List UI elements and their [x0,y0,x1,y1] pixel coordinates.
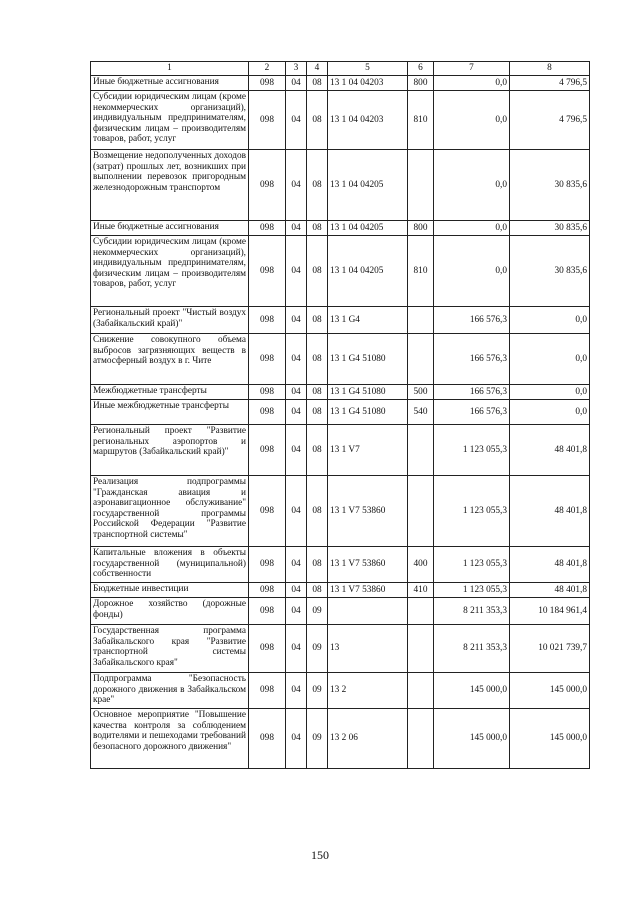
table-header-row [91,62,590,76]
row-name: Субсидии юридическим лицам (кроме некоммерческих организаций), индивидуальным предпринимателям, физическим лицам – производителям товаров, работ, услуг [91,236,249,307]
subsection-code: 08 [307,425,328,476]
subsection-code: 08 [307,307,328,334]
section-code: 04 [286,334,307,385]
amount-year-2: 48 401,8 [510,583,590,598]
expense-type-code: 540 [408,400,434,425]
target-article-code: 13 1 04 04203 [328,91,408,150]
department-code: 098 [249,625,286,673]
table-row [91,673,590,709]
amount-year-2: 145 000,0 [510,709,590,769]
expense-type-code [408,425,434,476]
section-code: 04 [286,598,307,625]
expense-type-code: 500 [408,385,434,400]
amount-year-2: 0,0 [510,400,590,425]
table-row [91,334,590,385]
amount-year-1: 1 123 055,3 [434,425,510,476]
amount-year-2: 48 401,8 [510,476,590,547]
row-name: Основное мероприятие "Повышение качества контроля за соблюдением водителями и пешеходами требований безопасного дорожного движения" [91,709,249,769]
amount-year-1: 0,0 [434,91,510,150]
expense-type-code: 800 [408,221,434,236]
department-code: 098 [249,425,286,476]
table-row [91,709,590,769]
subsection-code: 08 [307,583,328,598]
row-name: Иные межбюджетные трансферты [91,400,249,425]
table-row [91,625,590,673]
amount-year-1: 1 123 055,3 [434,547,510,583]
row-name: Подпрограмма "Безопасность дорожного движения в Забайкальском крае" [91,673,249,709]
column-header: 1 [91,62,249,76]
column-header: 2 [249,62,286,76]
table-row [91,425,590,476]
table-row [91,547,590,583]
amount-year-1: 0,0 [434,236,510,307]
amount-year-2: 30 835,6 [510,236,590,307]
section-code: 04 [286,236,307,307]
target-article-code: 13 1 G4 [328,307,408,334]
table-row [91,221,590,236]
section-code: 04 [286,709,307,769]
row-name: Возмещение недополученных доходов (затрат) прошлых лет, возникших при выполнении перевозок пригородным железнодорожным транспортом [91,150,249,221]
amount-year-1: 0,0 [434,221,510,236]
section-code: 04 [286,385,307,400]
expense-type-code: 400 [408,547,434,583]
expense-type-code [408,625,434,673]
expense-type-code [408,673,434,709]
amount-year-1: 145 000,0 [434,709,510,769]
amount-year-1: 166 576,3 [434,307,510,334]
target-article-code: 13 1 04 04205 [328,150,408,221]
subsection-code: 08 [307,547,328,583]
amount-year-1: 8 211 353,3 [434,625,510,673]
table-row [91,385,590,400]
section-code: 04 [286,476,307,547]
amount-year-2: 0,0 [510,334,590,385]
target-article-code: 13 1 V7 53860 [328,547,408,583]
column-header: 8 [510,62,590,76]
column-header: 6 [408,62,434,76]
target-article-code: 13 2 06 [328,709,408,769]
row-name: Субсидии юридическим лицам (кроме некоммерческих организаций), индивидуальным предпринимателям, физическим лицам – производителям товаров, работ, услуг [91,91,249,150]
department-code: 098 [249,334,286,385]
department-code: 098 [249,307,286,334]
target-article-code: 13 1 V7 53860 [328,583,408,598]
expense-type-code [408,709,434,769]
expense-type-code: 810 [408,236,434,307]
target-article-code: 13 1 V7 53860 [328,476,408,547]
subsection-code: 08 [307,221,328,236]
target-article-code: 13 1 G4 51080 [328,400,408,425]
subsection-code: 08 [307,91,328,150]
expense-type-code [408,334,434,385]
target-article-code: 13 1 V7 [328,425,408,476]
section-code: 04 [286,91,307,150]
section-code: 04 [286,150,307,221]
department-code: 098 [249,150,286,221]
table-row [91,583,590,598]
amount-year-1: 8 211 353,3 [434,598,510,625]
row-name: Снижение совокупного объема выбросов загрязняющих веществ в атмосферный воздух в г. Чите [91,334,249,385]
row-name: Межбюджетные трансферты [91,385,249,400]
table-row [91,598,590,625]
target-article-code: 13 [328,625,408,673]
section-code: 04 [286,400,307,425]
expense-type-code [408,476,434,547]
target-article-code: 13 1 04 04203 [328,76,408,91]
amount-year-2: 0,0 [510,385,590,400]
table-row [91,76,590,91]
expense-type-code: 410 [408,583,434,598]
section-code: 04 [286,547,307,583]
table-row [91,476,590,547]
amount-year-1: 1 123 055,3 [434,476,510,547]
expense-type-code: 810 [408,91,434,150]
row-name: Бюджетные инвестиции [91,583,249,598]
department-code: 098 [249,598,286,625]
target-article-code: 13 1 04 04205 [328,236,408,307]
expense-type-code [408,307,434,334]
amount-year-2: 0,0 [510,307,590,334]
subsection-code: 08 [307,236,328,307]
budget-table [90,61,590,769]
column-header: 5 [328,62,408,76]
amount-year-2: 4 796,5 [510,76,590,91]
department-code: 098 [249,547,286,583]
section-code: 04 [286,76,307,91]
subsection-code: 09 [307,625,328,673]
section-code: 04 [286,625,307,673]
subsection-code: 09 [307,598,328,625]
amount-year-2: 30 835,6 [510,221,590,236]
section-code: 04 [286,307,307,334]
department-code: 098 [249,385,286,400]
row-name: Реализация подпрограммы "Гражданская авиация и аэронавигационное обслуживание" государственной программы Российской Федерации "Развитие транспортной системы" [91,476,249,547]
subsection-code: 08 [307,476,328,547]
section-code: 04 [286,583,307,598]
row-name: Дорожное хозяйство (дорожные фонды) [91,598,249,625]
row-name: Государственная программа Забайкальского края "Развитие транспортной системы Забайкальского края" [91,625,249,673]
target-article-code: 13 1 04 04205 [328,221,408,236]
amount-year-1: 1 123 055,3 [434,583,510,598]
subsection-code: 08 [307,400,328,425]
amount-year-1: 166 576,3 [434,334,510,385]
expense-type-code [408,598,434,625]
table-row [91,307,590,334]
table-row [91,150,590,221]
department-code: 098 [249,91,286,150]
department-code: 098 [249,236,286,307]
target-article-code [328,598,408,625]
target-article-code: 13 1 G4 51080 [328,334,408,385]
row-name: Региональный проект "Развитие региональных аэропортов и маршрутов (Забайкальский край)" [91,425,249,476]
amount-year-2: 30 835,6 [510,150,590,221]
subsection-code: 09 [307,673,328,709]
column-header: 3 [286,62,307,76]
target-article-code: 13 2 [328,673,408,709]
expense-type-code: 800 [408,76,434,91]
subsection-code: 08 [307,334,328,385]
department-code: 098 [249,583,286,598]
amount-year-2: 4 796,5 [510,91,590,150]
table-row [91,236,590,307]
department-code: 098 [249,476,286,547]
section-code: 04 [286,425,307,476]
amount-year-2: 10 184 961,4 [510,598,590,625]
page-number: 150 [311,848,329,862]
row-name: Капитальные вложения в объекты государственной (муниципальной) собственности [91,547,249,583]
amount-year-1: 166 576,3 [434,400,510,425]
table-row [91,91,590,150]
target-article-code: 13 1 G4 51080 [328,385,408,400]
column-header: 7 [434,62,510,76]
subsection-code: 08 [307,385,328,400]
row-name: Региональный проект "Чистый воздух (Забайкальский край)" [91,307,249,334]
row-name: Иные бюджетные ассигнования [91,76,249,91]
amount-year-1: 0,0 [434,150,510,221]
subsection-code: 08 [307,150,328,221]
expense-type-code [408,150,434,221]
amount-year-1: 0,0 [434,76,510,91]
column-header: 4 [307,62,328,76]
department-code: 098 [249,76,286,91]
amount-year-1: 145 000,0 [434,673,510,709]
amount-year-2: 48 401,8 [510,425,590,476]
amount-year-1: 166 576,3 [434,385,510,400]
table-row [91,400,590,425]
department-code: 098 [249,709,286,769]
department-code: 098 [249,673,286,709]
department-code: 098 [249,221,286,236]
subsection-code: 08 [307,76,328,91]
amount-year-2: 10 021 739,7 [510,625,590,673]
subsection-code: 09 [307,709,328,769]
row-name: Иные бюджетные ассигнования [91,221,249,236]
amount-year-2: 145 000,0 [510,673,590,709]
section-code: 04 [286,673,307,709]
section-code: 04 [286,221,307,236]
amount-year-2: 48 401,8 [510,547,590,583]
department-code: 098 [249,400,286,425]
